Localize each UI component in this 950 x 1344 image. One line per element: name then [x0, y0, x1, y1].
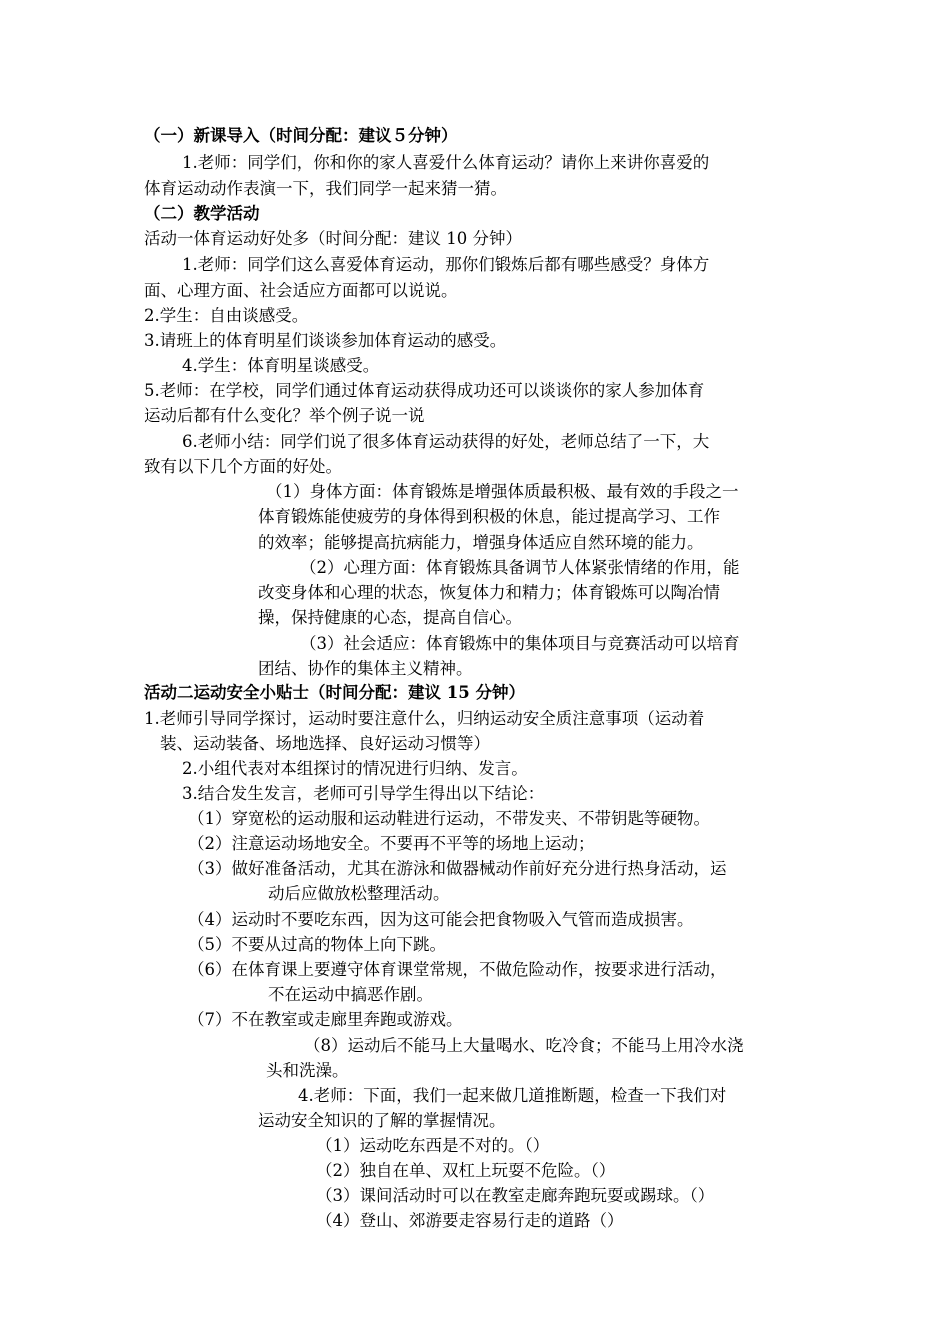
safety-conclusion: （5）不要从过高的物体上向下跳。 [188, 935, 446, 954]
quiz-question: （2）独自在单、双杠上玩耍不危险。（） [316, 1161, 616, 1180]
activity1-item: 4.学生：体育明星谈感受。 [182, 356, 380, 375]
benefit-mental: （2）心理方面：体育锻炼具备调节人体紧张情绪的作用，能 [300, 558, 740, 577]
safety-conclusion: （6）在体育课上要遵守体育课堂常规，不做危险动作，按要求进行活动， [188, 960, 727, 979]
benefit-social: （3）社会适应：体育锻炼中的集体项目与竞赛活动可以培育 [300, 634, 740, 653]
activity2-item: 3.结合发生发言，老师可引导学生得出以下结论： [182, 784, 545, 803]
activity2-item: 运动安全知识的了解的掌握情况。 [258, 1111, 506, 1130]
quiz-question: （3）课间活动时可以在教室走廊奔跑玩耍或踢球。（） [316, 1186, 715, 1205]
benefit-mental: 改变身体和心理的状态，恢复体力和精力；体育锻炼可以陶冶情 [258, 583, 720, 602]
benefit-physical: 的效率；能够提高抗病能力，增强身体适应自然环境的能力。 [258, 533, 704, 552]
activity1-item: 面、心理方面、社会适应方面都可以说说。 [144, 281, 458, 300]
quiz-question: （1）运动吃东西是不对的。（） [316, 1136, 550, 1155]
activity1-item: 2.学生：自由谈感受。 [144, 306, 309, 325]
benefit-physical: 体育锻炼能使疲劳的身体得到积极的休息，能过提高学习、工作 [258, 507, 720, 526]
intro-paragraph-line: 体育运动动作表演一下，我们同学一起来猜一猜。 [144, 179, 507, 198]
section-heading-intro: （一）新课导入（时间分配：建议５分钟） [144, 126, 458, 145]
activity2-item: 4.老师：下面，我们一起来做几道推断题，检查一下我们对 [298, 1086, 727, 1105]
intro-paragraph-line: 1.老师：同学们，你和你的家人喜爱什么体育运动？请你上来讲你喜爱的 [182, 153, 710, 172]
activity2-item: 2.小组代表对本组探讨的情况进行归纳、发言。 [182, 759, 528, 778]
activity1-item: 5.老师：在学校，同学们通过体育运动获得成功还可以谈谈你的家人参加体育 [144, 381, 705, 400]
safety-conclusion: （8）运动后不能马上大量喝水、吃冷食；不能马上用冷水浇 [304, 1036, 744, 1055]
benefit-social: 团结、协作的集体主义精神。 [258, 659, 473, 678]
safety-conclusion: 动后应做放松整理活动。 [268, 884, 450, 903]
quiz-question: （4）登山、郊游要走容易行走的道路（） [316, 1211, 624, 1230]
activity1-title: 活动一体育运动好处多（时间分配：建议 10 分钟） [144, 229, 522, 248]
activity1-item: 6.老师小结：同学们说了很多体育运动获得的好处，老师总结了一下，大 [182, 432, 710, 451]
activity1-item: 运动后都有什么变化？举个例子说一说 [144, 406, 425, 425]
safety-conclusion: （3）做好准备活动，尤其在游泳和做器械动作前好充分进行热身活动，运 [188, 859, 727, 878]
benefit-mental: 操，保持健康的心态，提高自信心。 [258, 608, 522, 627]
activity2-title: 活动二运动安全小贴士（时间分配：建议 15 分钟） [144, 683, 525, 702]
safety-conclusion: （4）运动时不要吃东西，因为这可能会把食物吸入气管而造成损害。 [188, 910, 694, 929]
safety-conclusion: （7）不在教室或走廊里奔跑或游戏。 [188, 1010, 463, 1029]
safety-conclusion: （1）穿宽松的运动服和运动鞋进行运动，不带发夹、不带钥匙等硬物。 [188, 809, 710, 828]
activity1-item: 1.老师：同学们这么喜爱体育运动，那你们锻炼后都有哪些感受？身体方 [182, 255, 710, 274]
safety-conclusion: 头和洗澡。 [266, 1061, 349, 1080]
safety-conclusion: 不在运动中搞恶作剧。 [268, 985, 433, 1004]
safety-conclusion: （2）注意运动场地安全。不要再不平等的场地上运动； [188, 834, 595, 853]
activity1-item: 3.请班上的体育明星们谈谈参加体育运动的感受。 [144, 331, 507, 350]
activity2-item: 1.老师引导同学探讨，运动时要注意什么，归纳运动安全质注意事项（运动着 [144, 709, 705, 728]
activity1-item: 致有以下几个方面的好处。 [144, 457, 342, 476]
section-heading-activities: （二）教学活动 [144, 204, 260, 223]
benefit-physical: （1）身体方面：体育锻炼是增强体质最积极、最有效的手段之一 [266, 482, 739, 501]
activity2-item: 装、运动装备、场地选择、良好运动习惯等） [160, 734, 490, 753]
